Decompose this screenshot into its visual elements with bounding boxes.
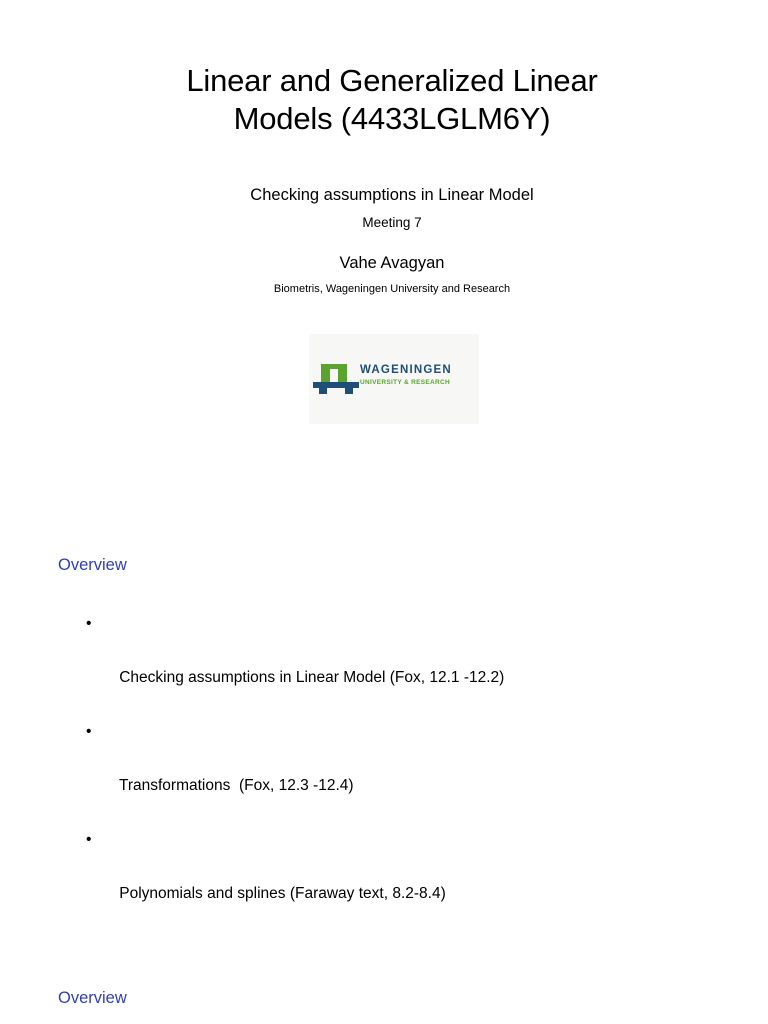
list-item xyxy=(86,718,504,826)
logo-wordmark: WAGENINGEN xyxy=(360,364,452,376)
author-affiliation: Biometris, Wageningen University and Research xyxy=(273,283,511,295)
overview-heading-next-slide: Overview xyxy=(58,989,127,1007)
meeting-number: Meeting 7 xyxy=(362,215,422,230)
bullet-icon: • xyxy=(86,723,92,740)
bullet-icon: • xyxy=(86,615,92,632)
overview-heading: Overview xyxy=(58,556,127,574)
logo-tagline: UNIVERSITY & RESEARCH xyxy=(360,379,450,386)
wur-emblem-icon xyxy=(313,362,359,398)
slide-title-line-1: Linear and Generalized Linear xyxy=(186,63,598,98)
bullet-text: Checking assumptions in Linear Model (Fox, 12.1 -12.2) xyxy=(119,669,505,686)
slide-subtitle: Checking assumptions in Linear Model xyxy=(250,186,534,204)
bullet-text: Transformations (Fox, 12.3 -12.4) xyxy=(118,777,354,794)
list-item xyxy=(86,610,504,718)
slide-title-line-2: Models (4433LGLM6Y) xyxy=(233,101,551,136)
slide-title xyxy=(0,62,768,138)
bullet-text: Polynomials and splines (Faraway text, 8.2-8.4) xyxy=(119,885,446,902)
overview-bullet-list xyxy=(86,610,504,934)
wageningen-logo xyxy=(309,334,479,424)
list-item xyxy=(86,826,504,934)
bullet-icon: • xyxy=(86,831,92,848)
author-name: Vahe Avagyan xyxy=(339,254,445,272)
